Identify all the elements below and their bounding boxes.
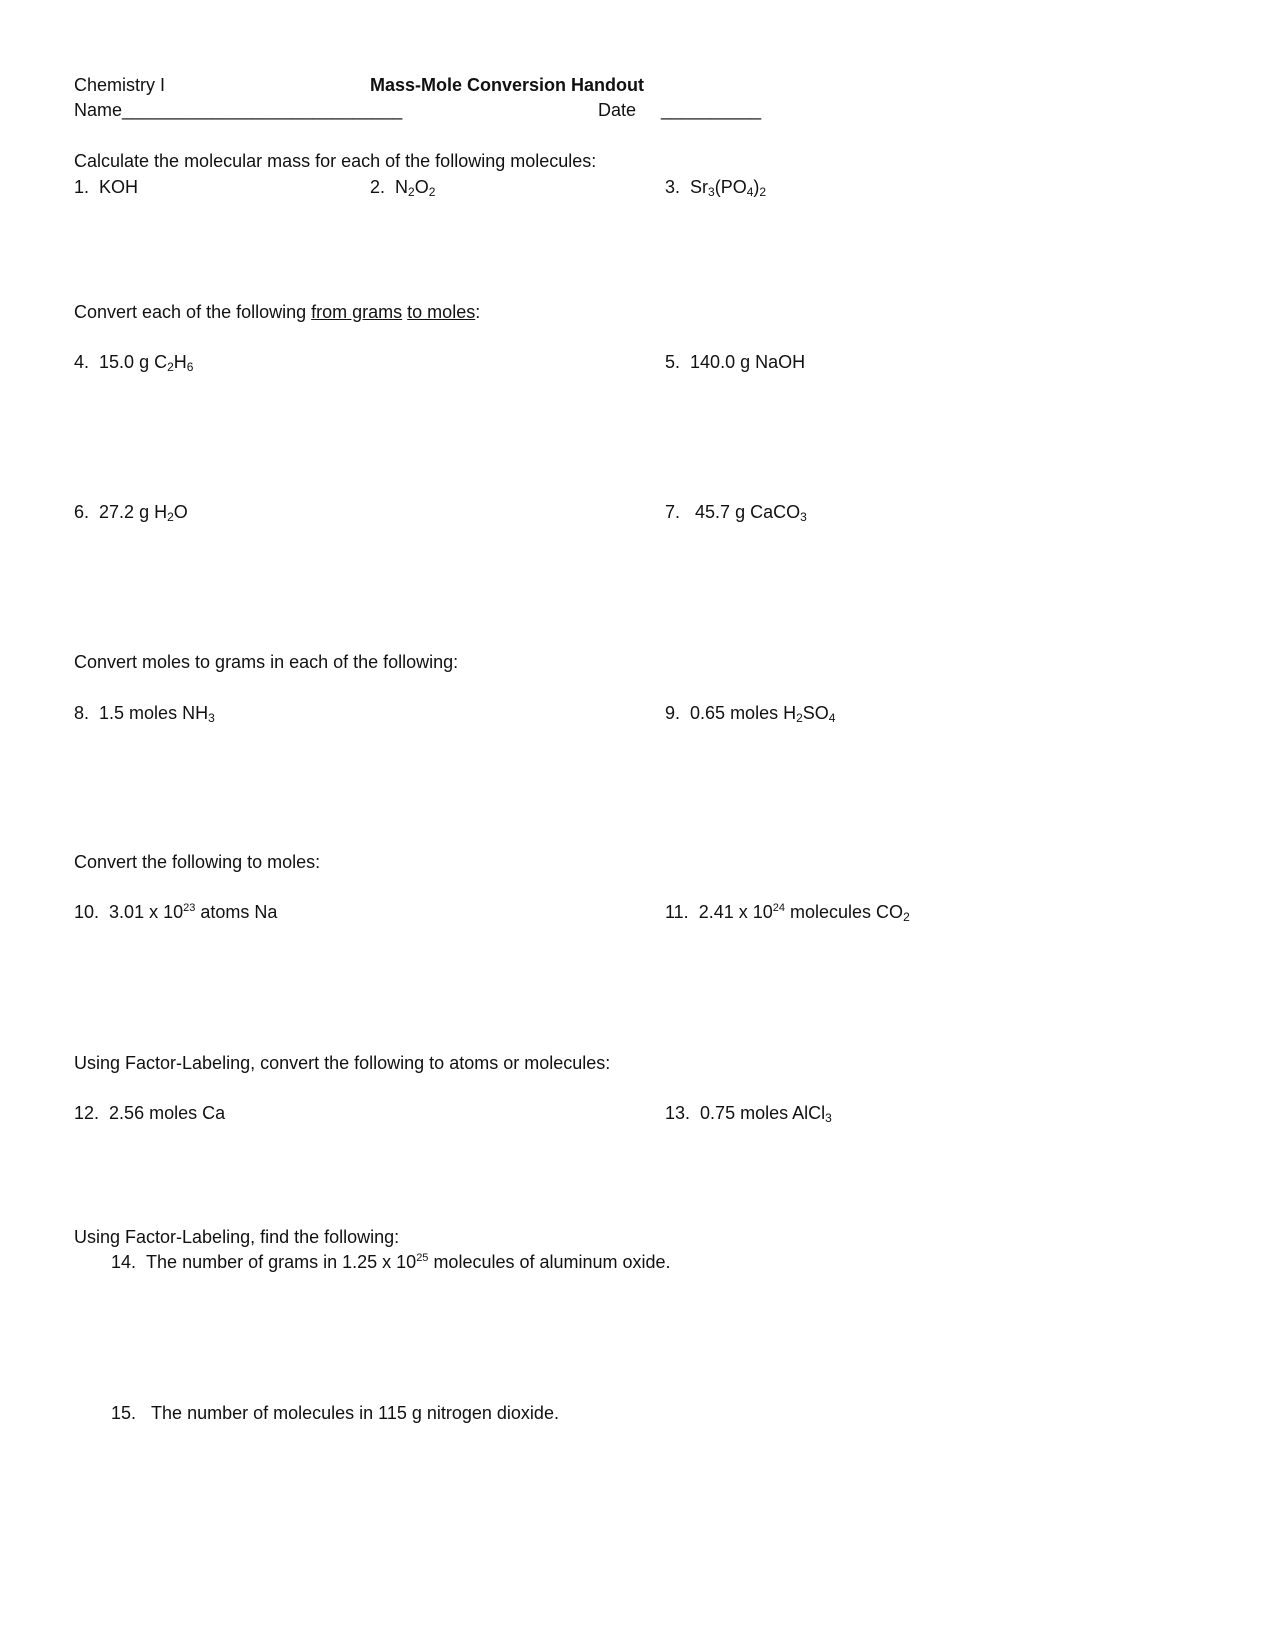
- exponent: 23: [183, 902, 196, 914]
- formula-subscript: 4: [746, 185, 754, 199]
- section-3-instruction: Convert moles to grams in each of the following:: [74, 652, 459, 672]
- question-9: [665, 702, 835, 724]
- question-2: [370, 176, 435, 198]
- question-text: The number of grams in 1.25 x 10: [146, 1252, 417, 1272]
- question-text: 3.01 x 10: [109, 902, 184, 922]
- formula-part: O: [173, 502, 188, 522]
- date-label: Date: [598, 100, 637, 120]
- question-text-tail: atoms Na: [195, 902, 278, 922]
- name-label: Name: [74, 100, 123, 120]
- formula-part: O: [414, 177, 429, 197]
- instruction-underlined: from grams: [311, 302, 403, 322]
- question-number: 10.: [74, 902, 100, 922]
- question-text: 2.41 x 10: [698, 902, 773, 922]
- formula-part: N: [395, 177, 409, 197]
- formula-subscript: 3: [708, 185, 715, 199]
- formula-subscript: 2: [408, 185, 415, 199]
- section-6-instruction: Using Factor-Labeling, find the following:: [74, 1227, 400, 1247]
- question-number: 13.: [665, 1103, 691, 1123]
- question-text: 1.5 moles NH: [99, 703, 209, 723]
- date-blank: __________: [661, 100, 762, 120]
- formula-subscript: 4: [828, 711, 836, 725]
- instruction-text: Convert each of the following: [74, 302, 312, 322]
- question-number: 4.: [74, 352, 90, 372]
- instruction-underlined: to moles: [407, 302, 476, 322]
- formula-part: ): [753, 177, 760, 197]
- instruction-text: :: [475, 302, 481, 322]
- question-text: 2.56 moles Ca: [109, 1103, 226, 1123]
- question-number: 14.: [111, 1252, 137, 1272]
- page-title: Mass-Mole Conversion Handout: [370, 75, 645, 95]
- question-text: 0.75 moles AlCl: [700, 1103, 826, 1123]
- formula-subscript: 3: [800, 510, 807, 524]
- question-text: 45.7 g CaCO: [695, 502, 801, 522]
- question-5: [665, 351, 805, 373]
- question-number: 8.: [74, 703, 90, 723]
- question-number: 12.: [74, 1103, 100, 1123]
- question-15: [111, 1402, 559, 1424]
- course-name: Chemistry I: [74, 75, 166, 95]
- formula-subscript: 2: [167, 360, 174, 374]
- question-text: 140.0 g NaOH: [690, 352, 806, 372]
- formula-part: (PO: [714, 177, 747, 197]
- formula-part: Sr: [690, 177, 709, 197]
- question-number: 2.: [370, 177, 386, 197]
- formula-part: H: [173, 352, 187, 372]
- question-number: 3.: [665, 177, 681, 197]
- question-text: 27.2 g H: [99, 502, 168, 522]
- question-text-tail: molecules of aluminum oxide.: [428, 1252, 671, 1272]
- question-number: 1.: [74, 177, 90, 197]
- question-13: [665, 1102, 832, 1124]
- formula-subscript: 3: [208, 711, 215, 725]
- formula-subscript: 2: [759, 185, 767, 199]
- formula-subscript: 6: [186, 360, 194, 374]
- question-1: [74, 176, 138, 198]
- question-number: 5.: [665, 352, 681, 372]
- section-2-instruction: [74, 301, 480, 323]
- question-3: [665, 176, 766, 198]
- formula-subscript: 3: [825, 1111, 832, 1125]
- question-11: [665, 901, 910, 923]
- question-text: 0.65 moles H: [690, 703, 797, 723]
- formula-subscript: 2: [903, 910, 910, 924]
- question-number: 15.: [111, 1403, 137, 1423]
- question-4: [74, 351, 193, 373]
- formula-subscript: 2: [428, 185, 436, 199]
- section-5-instruction: Using Factor-Labeling, convert the following to atoms or molecules:: [74, 1053, 611, 1073]
- question-14: [111, 1251, 671, 1273]
- question-number: 9.: [665, 703, 681, 723]
- exponent: 24: [772, 902, 786, 914]
- question-number: 11.: [665, 902, 689, 922]
- formula-part: SO: [802, 703, 829, 723]
- formula-subscript: 2: [796, 711, 803, 725]
- section-4-instruction: Convert the following to moles:: [74, 852, 321, 872]
- exponent: 25: [416, 1252, 429, 1264]
- question-10: [74, 901, 277, 923]
- question-7: [665, 501, 807, 523]
- formula-subscript: 2: [167, 510, 174, 524]
- question-text: KOH: [99, 177, 139, 197]
- question-number: 7.: [665, 502, 681, 522]
- question-12: [74, 1102, 225, 1124]
- name-field: [74, 99, 402, 121]
- question-text: The number of molecules in 115 g nitrogen dioxide.: [151, 1403, 559, 1423]
- question-text: 15.0 g C: [99, 352, 168, 372]
- question-number: 6.: [74, 502, 90, 522]
- question-text-tail: molecules CO: [785, 902, 904, 922]
- question-6: [74, 501, 188, 523]
- section-1-instruction: Calculate the molecular mass for each of the following molecules:: [74, 151, 597, 171]
- question-8: [74, 702, 215, 724]
- name-blank: ____________________________: [122, 100, 403, 120]
